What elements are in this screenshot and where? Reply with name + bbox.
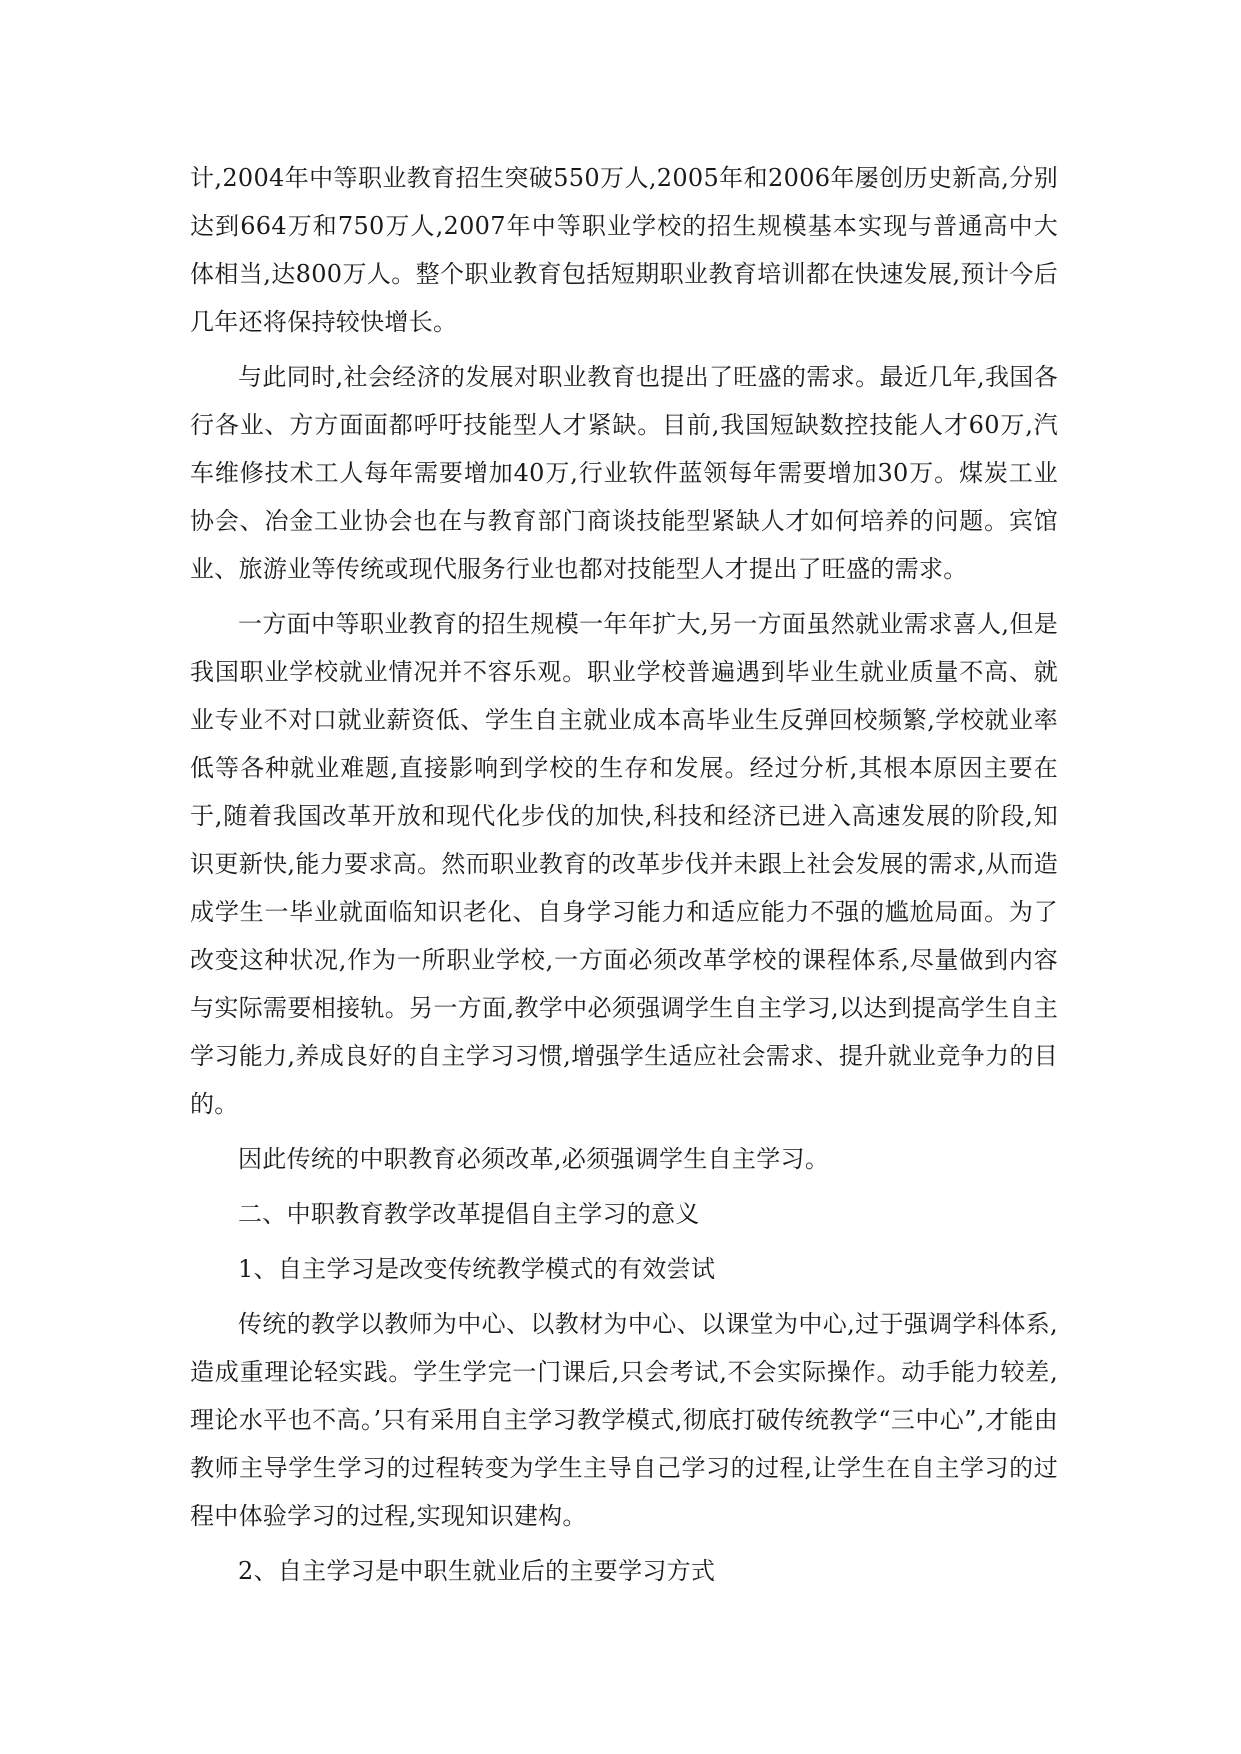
paragraph-social-demand: 与此同时,社会经济的发展对职业教育也提出了旺盛的需求。最近几年,我国各行各业、方方面面都呼吁技能型人才紧缺。目前,我国短缺数控技能人才60万,汽车维修技术工人每年需要增加40万,行业软件蓝领每年需要增加30万。煤炭工业协会、冶金工业协会也在与教育部门商谈技能型紧缺人才如何培养的问题。宾馆业、旅游业等传统或现代服务行业也都对技能型人才提出了旺盛的需求。 <box>190 363 1058 583</box>
subheading-point-1: 1、自主学习是改变传统教学模式的有效尝试 <box>238 1255 716 1283</box>
paragraph-enrollment-statistics: 计,2004年中等职业教育招生突破550万人,2005年和2006年屡创历史新高,分别达到664万和750万人,2007年中等职业学校的招生规模基本实现与普通高中大体相当,达800万人。整个职业教育包括短期职业教育培训都在快速发展,预计今后几年还将保持较快增长。 <box>190 164 1058 336</box>
paragraph-traditional-teaching: 传统的教学以教师为中心、以教材为中心、以课堂为中心,过于强调学科体系,造成重理论轻实践。学生学完一门课后,只会考试,不会实际操作。动手能力较差,理论水平也不高。’只有采用自主学习教学模式,彻底打破传统教学“三中心”,才能由教师主导学生学习的过程转变为学生主导自己学习的过程,让学生在自主学习的过程中体验学习的过程,实现知识建构。 <box>190 1310 1058 1530</box>
subheading-point-2: 2、自主学习是中职生就业后的主要学习方式 <box>238 1557 716 1585</box>
section-heading-significance: 二、中职教育教学改革提倡自主学习的意义 <box>238 1200 700 1228</box>
paragraph-conclusion: 因此传统的中职教育必须改革,必须强调学生自主学习。 <box>238 1145 830 1173</box>
paragraph-employment-problems: 一方面中等职业教育的招生规模一年年扩大,另一方面虽然就业需求喜人,但是我国职业学校就业情况并不容乐观。职业学校普遍遇到毕业生就业质量不高、就业专业不对口就业薪资低、学生自主就业成本高毕业生反弹回校频繁,学校就业率低等各种就业难题,直接影响到学校的生存和发展。经过分析,其根本原因主要在于,随着我国改革开放和现代化步伐的加快,科技和经济已进入高速发展的阶段,知识更新快,能力要求高。然而职业教育的改革步伐并未跟上社会发展的需求,从而造成学生一毕业就面临知识老化、自身学习能力和适应能力不强的尴尬局面。为了改变这种状况,作为一所职业学校,一方面必须改革学校的课程体系,尽量做到内容与实际需要相接轨。另一方面,教学中必须强调学生自主学习,以达到提高学生自主学习能力,养成良好的自主学习习惯,增强学生适应社会需求、提升就业竞争力的目的。 <box>190 610 1058 1118</box>
document-body <box>190 154 1058 1602</box>
